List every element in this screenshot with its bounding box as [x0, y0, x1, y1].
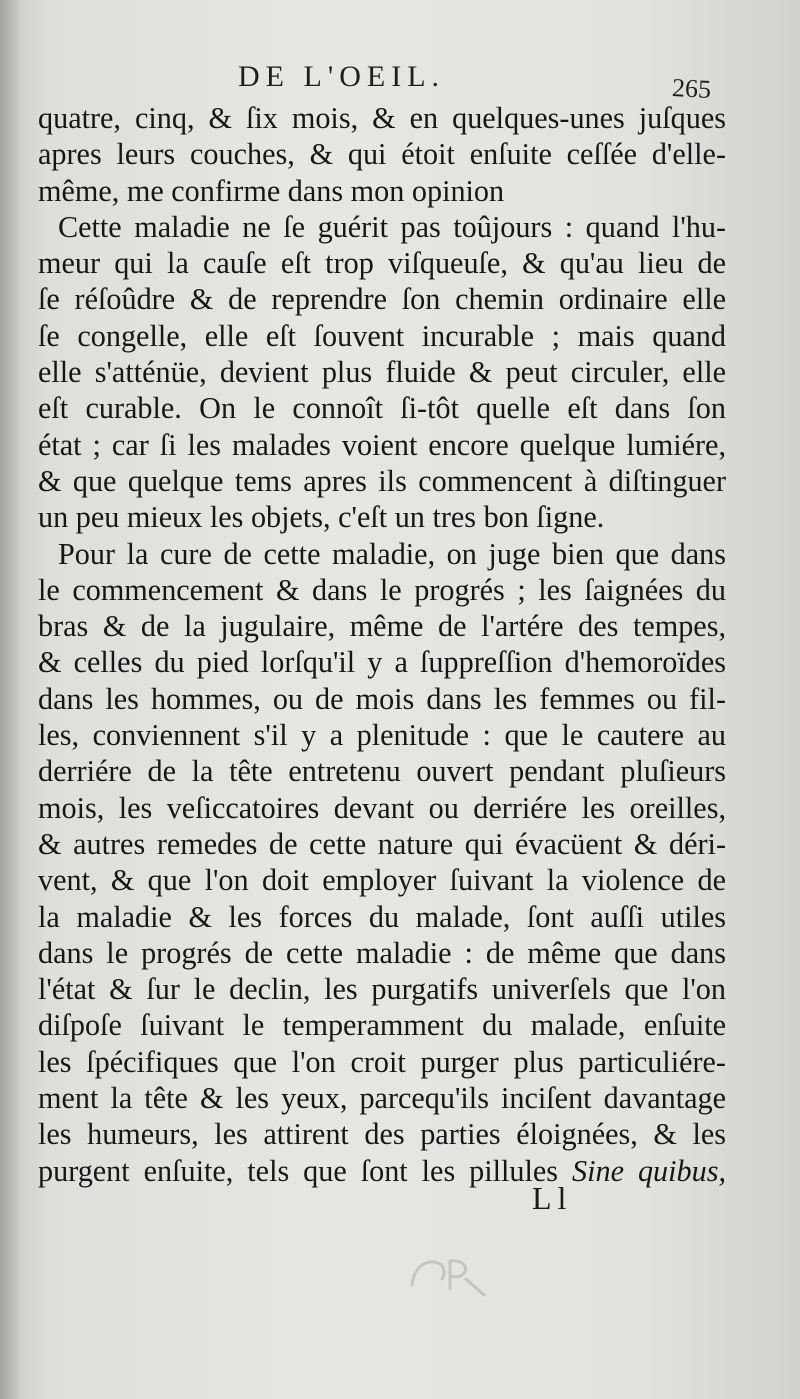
gutter-shadow: [0, 0, 22, 1399]
text-line: diſpoſe ſuivant le temperamment du malade, enſuite: [38, 1008, 726, 1043]
text-line: apres leurs couches, & qui étoit enſuite ceſſée d'elle-: [38, 137, 726, 172]
text-line: dans le progrés de cette maladie : de même que dans: [38, 935, 726, 970]
text-line: les humeurs, les attirent des parties éloignées, & les: [38, 1117, 726, 1152]
text-line: & celles du pied lorſqu'il y a ſuppreſſion d'hemoroïdes: [38, 645, 726, 680]
page-header: [0, 60, 800, 105]
text-line: vent, & que l'on doit employer ſuivant la violence de: [38, 863, 726, 898]
running-title: DE L'OEIL.: [238, 60, 446, 93]
text-line: elle s'atténüe, devient plus fluide & peut circuler, elle: [38, 355, 726, 390]
signature-mark: Ll: [532, 1180, 573, 1216]
text-line: même, me confirme dans mon opinion: [38, 173, 505, 208]
text-line: dans les hommes, ou de mois dans les femmes ou fil-: [38, 681, 726, 716]
text-line: eſt curable. On le connoît ſi-tôt quelle eſt dans ſon: [38, 391, 726, 426]
text-line: bras & de la jugulaire, même de l'artére des tempes,: [38, 609, 726, 644]
text-line: mois, les veſiccatoires devant ou derriére les oreilles,: [38, 790, 726, 825]
text-line: Cette maladie ne ſe guérit pas toûjours : quand l'hu-: [58, 209, 726, 244]
text-line: un peu mieux les objets, c'eſt un tres bon ſigne.: [38, 500, 605, 535]
page-number: 265: [671, 73, 712, 105]
text-line: purgent enſuite, tels que ſont les pillules Sine quibus,: [38, 1153, 726, 1188]
text-line: ſe réſoûdre & de reprendre ſon chemin ordinaire elle: [38, 282, 726, 317]
text-line: les, conviennent s'il y a plenitude : que le cautere au: [38, 718, 726, 753]
text-line: état ; car ſi les malades voient encore quelque lumiére,: [38, 427, 726, 462]
text-line: derriére de la tête entretenu ouvert pendant pluſieurs: [38, 754, 726, 789]
text-line: ment la tête & les yeux, parcequ'ils inciſent davantage: [38, 1081, 726, 1116]
text-line: & que quelque tems apres ils commencent à diſtinguer: [38, 463, 726, 498]
text-line: & autres remedes de cette nature qui évacüent & déri-: [38, 826, 726, 861]
text-line: le commencement & dans le progrés ; les ſaignées du: [38, 572, 726, 607]
text-line: l'état & ſur le declin, les purgatifs univerſels que l'on: [38, 972, 726, 1007]
text-line: ſe congelle, elle eſt ſouvent incurable ; mais quand: [38, 318, 726, 353]
text-line: Pour la cure de cette maladie, on juge bien que dans: [58, 536, 726, 571]
body-text: [38, 100, 726, 1189]
text-line: quatre, cinq, & ſix mois, & en quelques-unes juſques: [38, 101, 726, 135]
text-line: la maladie & les forces du malade, ſont auſſi utiles: [38, 899, 726, 934]
library-stamp-icon: [404, 1245, 494, 1305]
text-line: meur qui la cauſe eſt trop viſqueuſe, & qu'au lieu de: [38, 246, 726, 281]
text-line: les ſpécifiques que l'on croit purger plus particuliére-: [38, 1044, 726, 1079]
